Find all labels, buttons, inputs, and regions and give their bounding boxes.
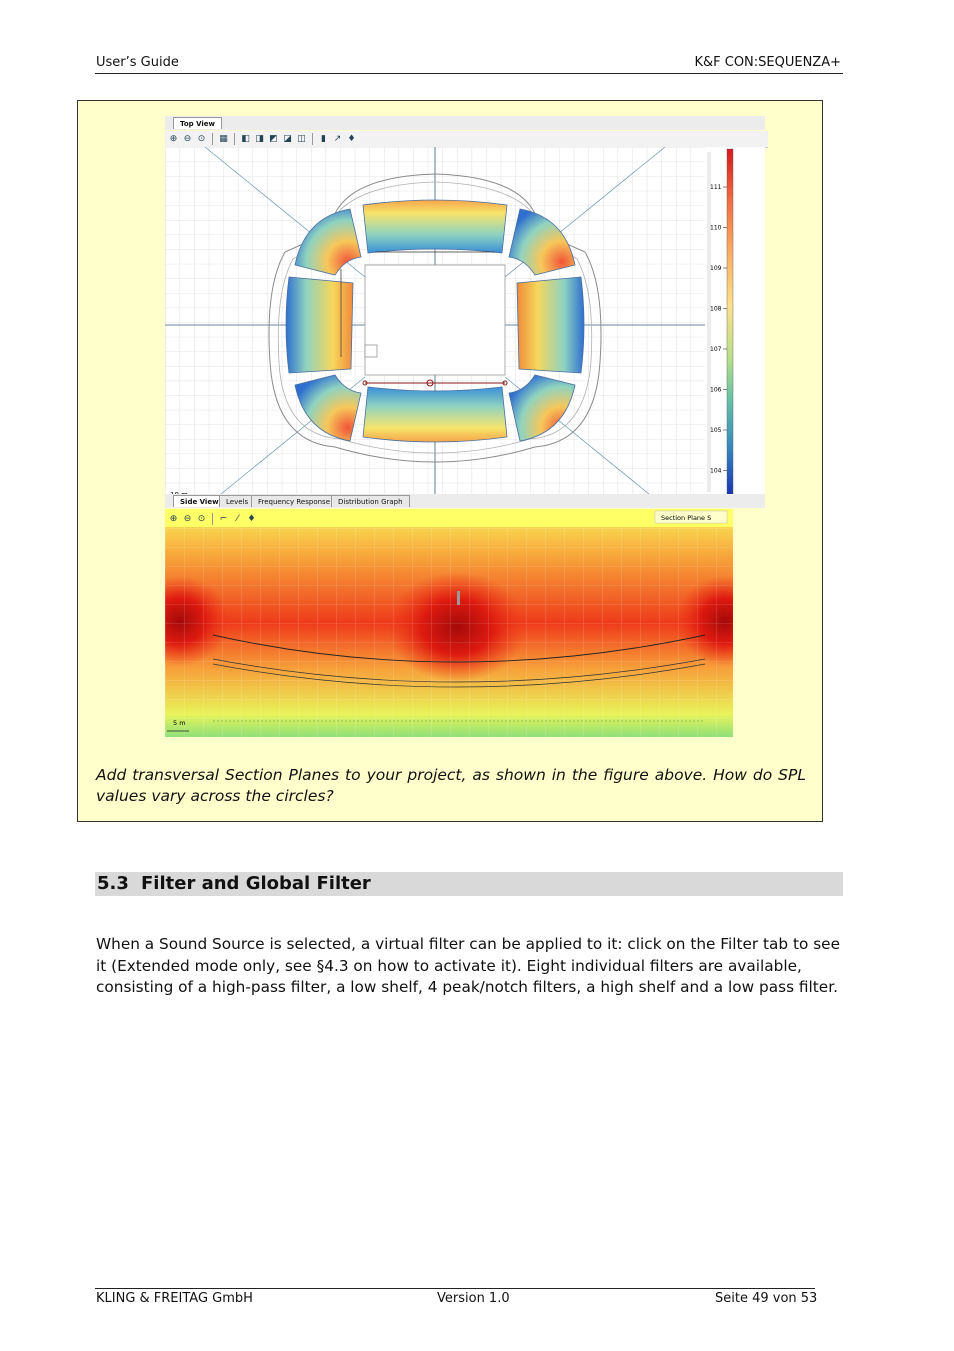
tab-top-view[interactable]: Top View (173, 117, 222, 129)
footer-version: Version 1.0 (437, 1291, 510, 1306)
toolbar-separator (212, 513, 213, 525)
pin-icon[interactable]: ♦ (347, 134, 356, 144)
view-top-icon[interactable]: ◫ (297, 134, 306, 144)
footer-company: KLING & FREITAG GmbH (96, 1291, 253, 1306)
colorbar-tick-label: 106 (710, 386, 722, 394)
colorbar-tick-label: 111 (710, 184, 722, 191)
side-view-plot[interactable] (165, 509, 733, 737)
zoom-fit-icon[interactable]: ⊙ (197, 514, 206, 524)
grid-icon[interactable]: ▦ (219, 134, 228, 144)
colorbar-tick-label: 109 (710, 265, 722, 272)
top-view-toolbar (165, 131, 768, 148)
colorbar-tick-label: 108 (710, 305, 722, 313)
line-icon[interactable]: ⁄ (236, 514, 239, 524)
header-rule (95, 73, 843, 74)
top-view-plot[interactable] (165, 147, 765, 507)
header-left: User’s Guide (96, 55, 179, 70)
measure-icon[interactable]: ↗ (333, 134, 342, 144)
tab-side-view[interactable]: Side View (173, 495, 226, 507)
view-iso-icon[interactable]: ◩ (269, 134, 278, 144)
view-front-icon[interactable]: ◧ (241, 134, 250, 144)
top-view-tabbar (165, 116, 765, 130)
tab-distribution-graph[interactable]: Distribution Graph (331, 495, 410, 507)
view-back-icon[interactable]: ◪ (283, 134, 292, 144)
section-plane-select: Section Plane S (661, 514, 712, 522)
view-side-icon[interactable]: ◨ (255, 134, 264, 144)
pin-icon[interactable]: ♦ (247, 514, 256, 524)
colorbar (727, 149, 733, 497)
colorbar-tick-label: 107 (710, 346, 722, 353)
tab-levels[interactable]: Levels (219, 495, 255, 507)
speaker-icon[interactable]: ▮ (321, 134, 326, 144)
exercise-caption: Add transversal Section Planes to your project, as shown in the figure above. How do SPL values vary across the circles? (96, 766, 806, 805)
zoom-fit-icon[interactable]: ⊙ (197, 134, 206, 144)
section-title: Filter and Global Filter (141, 873, 371, 894)
header-right: K&F CON:SEQUENZA+ (694, 55, 841, 70)
section-number: 5.3 (97, 873, 129, 894)
footer-rule (95, 1288, 815, 1289)
tab-frequency-response[interactable]: Frequency Response (251, 495, 337, 507)
toolbar-separator (234, 133, 235, 145)
bottom-tabbar (165, 494, 765, 508)
colorbar-tick-label: 105 (710, 427, 722, 434)
graph-icon[interactable]: ⌐ (219, 514, 228, 524)
zoom-in-icon[interactable]: ⊕ (169, 134, 178, 144)
colorbar-tick-label: 110 (710, 224, 722, 232)
colorbar-tick-label: 104 (710, 467, 722, 475)
toolbar-separator (212, 133, 213, 145)
software-screenshot (165, 116, 765, 737)
toolbar-separator (312, 133, 313, 145)
zoom-out-icon[interactable]: ⊖ (183, 134, 192, 144)
side-view-toolbar (165, 511, 288, 527)
zoom-in-icon[interactable]: ⊕ (169, 514, 178, 524)
section-heading (95, 872, 843, 896)
footer-page: Seite 49 von 53 (715, 1291, 818, 1306)
exercise-box (77, 100, 823, 822)
side-scale-label: 5 m (173, 719, 186, 727)
zoom-out-icon[interactable]: ⊖ (183, 514, 192, 524)
body-paragraph: When a Sound Source is selected, a virtual filter can be applied to it: click on the Filter tab to see it (Extended mode only, see §4.3 on how to activate it). Eight individual filters are available, consisting of a high-pass filter, a low shelf, 4 peak/notch filters, a high shelf and a low pass filter. (96, 935, 840, 996)
